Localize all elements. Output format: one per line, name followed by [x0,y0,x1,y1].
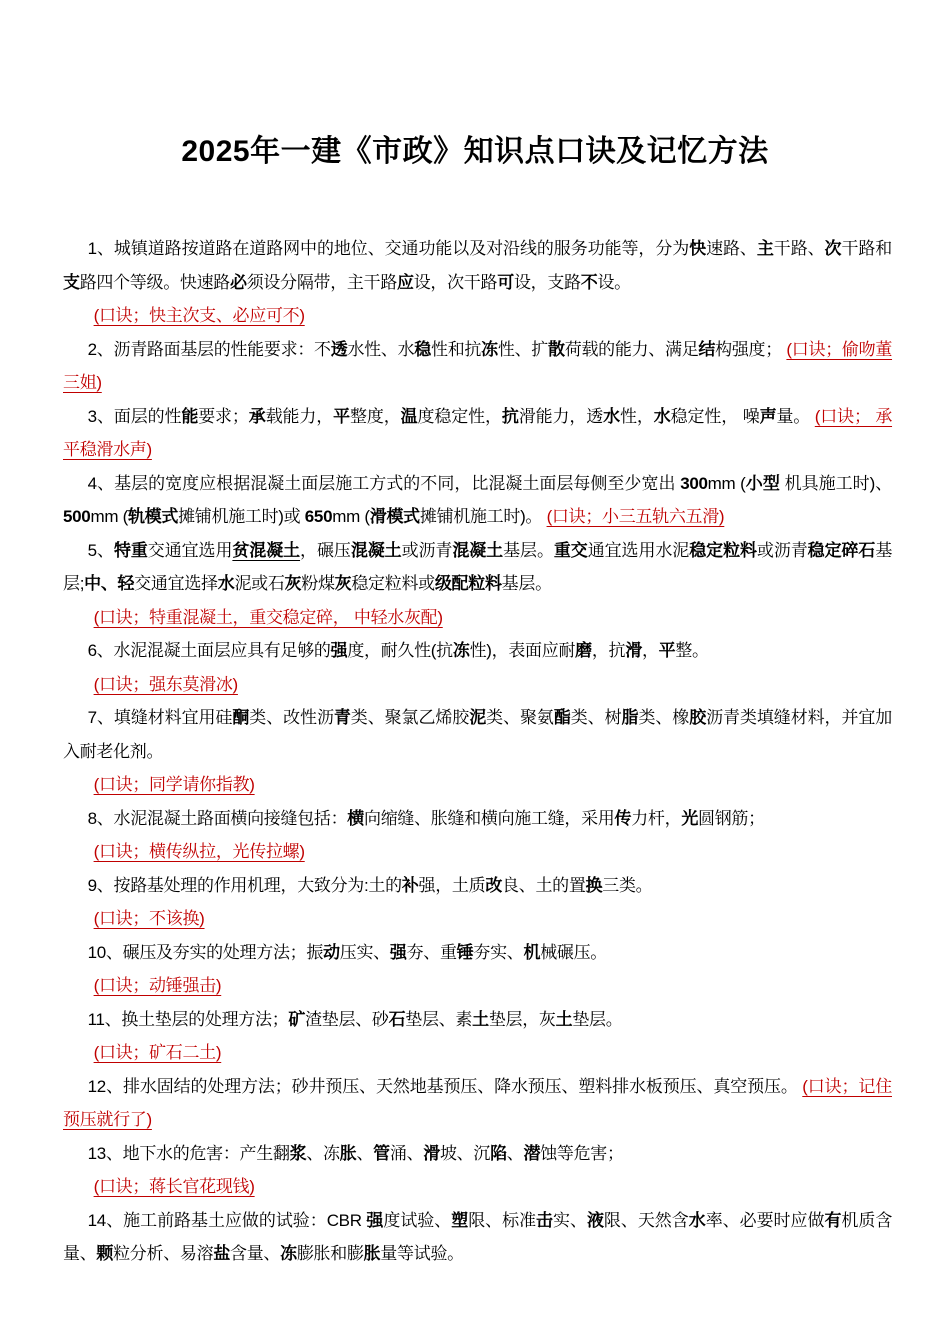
mnemonic-text: (口诀；同学请你指教) [93,775,255,794]
mnemonic-text: (口诀；动锤强击) [93,976,222,995]
body-text: 整度， [350,406,401,426]
body-text: 3、面层的性 [87,406,182,426]
body-text: 应 [397,272,414,292]
body-text: 10、碾压及夯实的处理方法；振 [87,942,324,962]
body-text: 基层。 [503,540,554,560]
body-text: mm ( [707,473,746,493]
body-text: 脂 [621,708,639,727]
body-text: 量等试验。 [380,1244,464,1263]
body-text: 干路、 [773,239,825,258]
body-text: 陷 [490,1143,507,1163]
body-text: 粒分析、易溶 [113,1244,214,1263]
body-text: 水 [603,406,620,426]
mnemonic-text: (口诀；矿石二土) [93,1043,222,1062]
body-text: 胀 [363,1244,381,1263]
body-text: 冻 [280,1244,297,1263]
body-text: 主 [756,239,774,258]
body-text: 粉煤 [301,574,335,593]
body-text: 坡、沉 [439,1143,491,1163]
body-text: 4、基层的宽度应根据混凝土面层施工方式的不同，比混凝土面层每侧至少宽出 [87,473,681,493]
body-text: 2、沥青路面基层的性能要求：不 [87,339,331,359]
body-text: 性)，表面应耐 [469,641,576,660]
body-text: mm ( [332,507,370,526]
body-text: 类、聚氨 [486,708,554,727]
body-text: 设。 [597,272,631,292]
body-text: 9、按路基处理的作用机理，大致分为:土的 [87,875,402,895]
body-text: 石 [388,1009,406,1029]
body-text: 胶 [689,708,707,727]
item-5 [63,534,892,601]
body-text: 有 [824,1210,842,1230]
body-text: 光 [681,808,699,828]
body-text: 整。 [675,641,709,660]
body-text: 压实、 [339,942,390,962]
body-text: 稳定粒料或 [351,574,435,593]
body-text: 渣垫层、砂 [305,1009,389,1029]
mnemonic-text: (口诀；偷吻董三姐) [63,339,893,392]
body-text: 交通宜选用 [147,540,233,560]
body-text: 必 [230,272,247,292]
body-text: 特重 [113,540,148,560]
body-text: 交通宜选择 [134,574,218,593]
mnemonic-text: (口诀；不该换) [93,909,205,928]
body-text: 潜 [523,1143,541,1163]
body-text: 度试验、 [383,1210,452,1230]
body-text: 、 [506,1143,524,1163]
document-content [0,232,950,1271]
body-text: 垫层。 [572,1009,623,1029]
body-text: 沥青类填缝材料，并宜加入耐老化剂。 [63,708,893,761]
body-text: 支 [63,272,80,292]
body-text: 冻 [481,339,498,359]
body-text: 良、土的置 [502,875,586,895]
body-text: 5、 [87,540,114,560]
body-text: 滑能力，透 [518,406,604,426]
body-text: 混凝土 [452,540,504,560]
body-text: 透 [330,339,348,359]
body-text: 械碾压。 [540,942,608,962]
body-text: 承 [248,406,266,426]
body-text: 击 [536,1210,554,1230]
body-text: 强 [330,641,348,660]
body-text: 300 [680,473,708,493]
body-text: 通宜选用水泥 [587,540,690,560]
body-text: 颗 [96,1244,114,1263]
item-9 [63,869,892,903]
body-text: 力杆， [631,808,682,828]
mnemonic-text: (口诀；横传纵拉，光传拉螺) [93,842,305,861]
body-text: 垫层、素 [405,1009,473,1029]
body-text: 度，耐久性(抗 [347,641,453,660]
item-12 [63,1070,892,1137]
body-text: 浆 [289,1143,307,1163]
mnemonic-text: (口诀；蒋长官花现钱) [93,1177,255,1196]
body-text: 摊铺机施工时)或 [178,507,305,526]
body-text: 青 [333,708,351,727]
body-text: 轨模式 [127,507,179,526]
body-text: 含量、 [230,1244,281,1263]
body-text: 强 [389,942,407,962]
body-text: 11、换土垫层的处理方法； [87,1009,289,1029]
body-text: ，抗 [591,641,626,660]
document-title: 2025年一建《市政》知识点口诀及记忆方法 [181,135,769,168]
body-text: 传 [614,808,632,828]
body-text: 荷载的能力、满足 [564,339,699,359]
body-text: 滑模式 [369,507,420,526]
body-text: 锤 [456,942,474,962]
body-text: 7、填缝材料宜用硅 [87,708,233,727]
body-text: 6、水泥混凝土面层应具有足够的 [87,641,331,660]
body-text: 能 [181,406,199,426]
body-text: 水性、水 [347,339,415,359]
item-10 [63,936,892,970]
body-text: 滑 [423,1143,440,1163]
mnemonic-text: (口诀； 承平稳滑水声) [63,406,893,459]
body-text: 结 [698,339,716,359]
body-text: 率、必要时应做 [705,1210,825,1230]
mnemonic-5 [63,601,892,635]
body-text: 滑 [625,641,642,660]
body-text: 13、地下水的危害：产生翻 [87,1143,290,1163]
body-text: 液 [586,1210,604,1230]
item-13 [63,1137,892,1171]
body-text: 性， [620,406,654,426]
mnemonic-10 [63,969,892,1003]
body-text: 量。 [776,406,815,426]
body-text: 1、城镇道路按道路在道路网中的地位、交通功能以及对沿线的服务功能等，分为 [87,239,690,258]
mnemonic-11 [63,1036,892,1070]
body-text: 散 [548,339,565,359]
body-text: 酯 [553,708,571,727]
body-text: 圆钢筋； [698,808,765,828]
mnemonic-9 [63,902,892,936]
body-text: ，碾压 [300,540,351,560]
mnemonic-text: (口诀；快主次支、必应可不) [93,306,305,325]
body-text: 涌、 [389,1143,424,1163]
body-text: 重交 [553,540,588,560]
body-text: 14、施工前路基土应做的试验：CBR [87,1210,367,1230]
item-14 [63,1204,892,1271]
body-text: 胀 [339,1143,357,1163]
mnemonic-text: (口诀；小三五轨六五滑) [546,507,725,526]
body-text: 稳 [414,339,432,359]
body-text: 夯、重 [406,942,457,962]
body-text: 8、水泥混凝土路面横向接缝包括： [87,808,348,828]
body-text: 可 [497,272,514,292]
item-11 [63,1003,892,1037]
item-1 [63,232,892,299]
body-text: 膨胀和膨 [296,1244,364,1263]
body-text: 构强度； [715,339,787,359]
body-text: 水 [653,406,671,426]
body-text: 或沥青 [756,540,808,560]
body-text: 平 [658,641,676,660]
body-text: 盐 [213,1244,231,1263]
mnemonic-text: (口诀；强东莫滑冰) [93,674,238,694]
body-text: 不 [580,272,598,292]
body-text: 声 [759,406,777,426]
body-text: 酮 [232,708,250,727]
body-text: 水 [688,1210,706,1230]
body-text: 或沥青 [401,540,453,560]
body-text: 混凝土 [350,540,402,560]
mnemonic-7 [63,768,892,802]
body-text: 摊铺机施工时)。 [419,507,547,526]
body-text: 须设分隔带，主干路 [246,272,398,292]
body-text: 650 [304,507,333,526]
body-text: 基层。 [501,574,552,593]
body-text: 机 [523,942,541,962]
body-text: 机质含量、 [63,1210,893,1263]
body-text: 强 [366,1210,384,1230]
mnemonic-1 [63,299,892,333]
body-text: 改 [485,875,503,895]
body-text: 泥 [469,708,487,727]
body-text: 级配粒料 [434,574,502,593]
item-8 [63,802,892,836]
body-text: 类、树 [570,708,622,727]
body-text: 稳定性， 噪 [670,406,760,426]
body-text: 抗 [501,406,519,426]
body-text: 载能力， [265,406,334,426]
body-text: 类、改性沥 [249,708,334,727]
body-text: 小型 [745,473,780,493]
item-2 [63,333,892,400]
body-text: 矿 [288,1009,306,1029]
body-text: 次 [824,239,842,258]
body-text: 土 [555,1009,573,1029]
body-text: 度稳定性， [417,406,502,426]
body-text: 动 [323,942,340,962]
body-text: 塑 [451,1210,469,1230]
body-text: ， [641,641,659,660]
body-text: 500 [63,507,91,526]
body-text: 中、轻 [84,574,135,593]
body-text: 温 [400,406,418,426]
body-text: 补 [401,875,419,895]
mnemonic-6 [63,668,892,702]
body-text: 蚀等危害； [540,1143,624,1163]
mnemonic-8 [63,835,892,869]
body-text: 稳定粒料 [689,540,757,560]
body-text: 向缩缝、胀缝和横向施工缝，采用 [364,808,615,828]
body-text: 横 [347,808,364,828]
body-text: 快 [689,239,707,258]
body-text: 性、扩 [497,339,549,359]
body-text: 灰 [284,574,302,593]
item-4 [63,467,892,534]
body-text: 平 [333,406,351,426]
body-text: 实、 [553,1210,587,1230]
item-7 [63,701,892,768]
body-text: 速路、 [706,239,757,258]
item-6 [63,634,892,668]
body-text: 换 [585,875,603,895]
body-text: 基层; [63,540,893,593]
body-text: 水 [217,574,235,593]
body-text: 性和抗 [431,339,482,359]
mnemonic-text: (口诀；记住预压就行了) [63,1076,892,1129]
body-text: 限、标准 [468,1210,537,1230]
body-text: 、冻 [306,1143,340,1163]
body-text: 要求； [198,406,249,426]
body-text: 磨 [575,641,592,660]
body-text: 机具施工时)、 [779,473,893,493]
body-text: 三类。 [602,875,653,895]
body-text: 垫层，灰 [488,1009,556,1029]
body-text: 贫混凝土 [232,540,301,560]
body-text: 灰 [334,574,352,593]
body-text: 、 [356,1143,374,1163]
body-text: 限、天然含 [603,1210,689,1230]
item-3 [63,400,892,467]
body-text: 夯实、 [473,942,524,962]
body-text: 路四个等级。快速路 [79,272,231,292]
body-text: 设，次干路 [413,272,498,292]
body-text: 土 [472,1009,489,1029]
body-text: 类、橡 [638,708,690,727]
body-text: 设，支路 [513,272,581,292]
body-text: 管 [373,1143,390,1163]
body-text: 类、聚氯乙烯胶 [350,708,470,727]
body-text: 强，土质 [418,875,486,895]
body-text: 泥或石 [234,574,285,593]
mnemonic-13 [63,1170,892,1204]
mnemonic-text: (口诀；特重混凝土，重交稳定碎， 中轻水灰配) [93,607,443,627]
body-text: 稳定碎石 [807,540,876,560]
body-text: 干路和 [841,239,893,258]
body-text: mm ( [90,507,128,526]
body-text: 12、排水固结的处理方法；砂井预压、天然地基预压、降水预压、塑料排水板预压、真空预压。 [87,1076,803,1096]
body-text: 冻 [452,641,470,660]
